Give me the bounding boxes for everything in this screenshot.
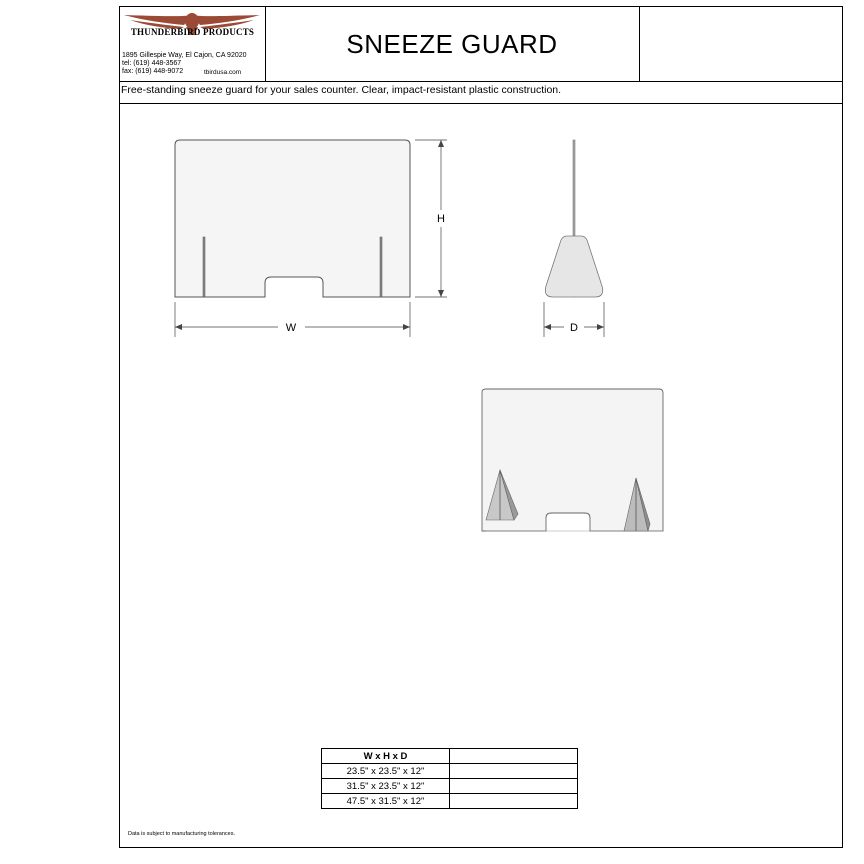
depth-label: D [570, 322, 578, 334]
empty-cell [450, 794, 578, 809]
size-header: W x H x D [322, 749, 450, 764]
side-view [544, 140, 604, 337]
width-label: W [285, 322, 297, 334]
table-header-row [322, 749, 578, 764]
address: 1895 Gillespie Way, El Cajon, CA 92020 [122, 52, 247, 59]
page-title: SNEEZE GUARD [346, 28, 558, 59]
table-row [322, 764, 578, 779]
table-row [322, 794, 578, 809]
front-view [175, 140, 447, 337]
tolerance-note: Data is subject to manufacturing tolerances. [128, 831, 236, 837]
empty-cell [450, 764, 578, 779]
isometric-view [482, 389, 663, 531]
website: tbirdusa.com [204, 69, 242, 76]
size-table [321, 748, 578, 809]
size-value: 23.5" x 23.5" x 12" [322, 764, 450, 779]
telephone: tel: (619) 448-3567 [122, 60, 182, 67]
empty-cell [450, 779, 578, 794]
brand-name: THUNDERBIRD PRODUCTS [130, 27, 255, 37]
product-description: Free-standing sneeze guard for your sales counter. Clear, impact-resistant plastic construction. [121, 84, 562, 96]
height-label: H [437, 213, 445, 225]
size-value: 31.5" x 23.5" x 12" [322, 779, 450, 794]
empty-cell [450, 749, 578, 764]
table-row [322, 779, 578, 794]
fax: fax: (619) 448-9072 [122, 68, 184, 75]
size-value: 47.5" x 31.5" x 12" [322, 794, 450, 809]
